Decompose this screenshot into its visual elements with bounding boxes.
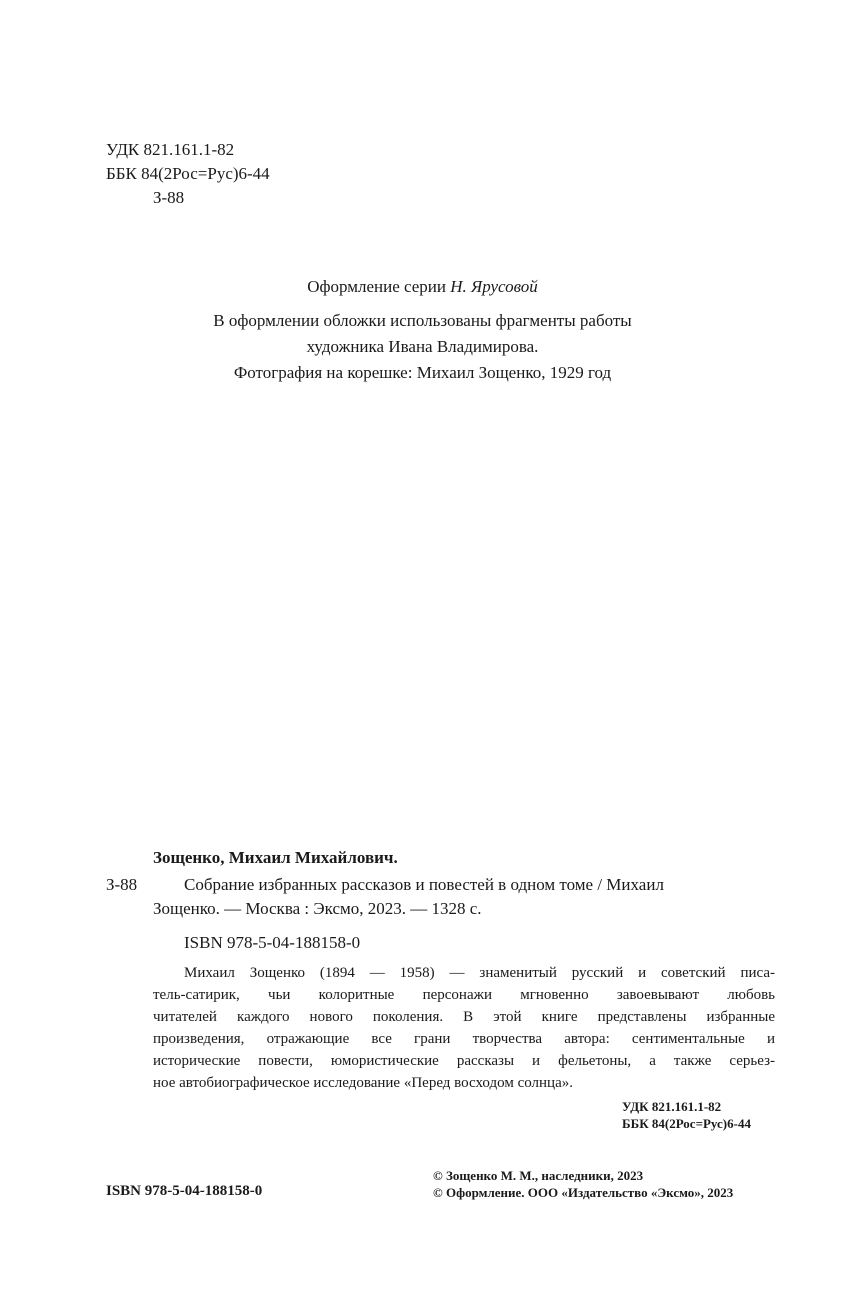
udk-code: УДК 821.161.1-82 [106, 140, 235, 159]
record-title-line-2: Зощенко. — Москва : Эксмо, 2023. — 1328 с. [153, 899, 482, 918]
footer-isbn: ISBN 978-5-04-188158-0 [106, 1183, 263, 1199]
copyright-heirs: © Зощенко М. М., наследники, 2023 [433, 1168, 644, 1183]
series-designer-name: Н. Ярусовой [450, 277, 538, 296]
annotation [153, 962, 775, 1094]
series-design-prefix: Оформление серии [307, 277, 451, 296]
record-bbk-code: ББК 84(2Рос=Рус)6-44 [622, 1116, 751, 1131]
record-isbn: ISBN 978-5-04-188158-0 [184, 933, 361, 952]
annotation-line: ное автобиографическое исследование «Перед восходом солнца». [153, 1075, 573, 1091]
annotation-line: читателей каждого нового поколения. В этой книге представлены избранные [153, 1009, 775, 1025]
cover-credit-line-2: художника Ивана Владимирова. [306, 337, 539, 356]
bbk-code: ББК 84(2Рос=Рус)6-44 [106, 164, 270, 183]
design-credits [0, 274, 845, 386]
record-title-line-1: Собрание избранных рассказов и повестей в одном томе / Михаил [184, 875, 664, 894]
record-udk-code: УДК 821.161.1-82 [622, 1099, 722, 1114]
author-mark: З-88 [153, 188, 185, 207]
annotation-line: Михаил Зощенко (1894 — 1958) — знаменитый русский и советский писа- [184, 965, 775, 981]
annotation-line: произведения, отражающие все грани творчества автора: сентиментальные и [153, 1031, 775, 1047]
series-design-credit [0, 274, 845, 300]
annotation-line: тель-сатирик, чьи колоритные персонажи мгновенно завоевывают любовь [153, 987, 775, 1003]
spine-photo-credit: Фотография на корешке: Михаил Зощенко, 1929 год [233, 363, 612, 382]
author-heading: Зощенко, Михаил Михайлович. [153, 848, 398, 867]
annotation-line: исторические повести, юмористические рассказы и фельетоны, а также серьез- [153, 1053, 775, 1069]
record-author-mark: З-88 [106, 875, 138, 894]
cover-credit-line-1: В оформлении обложки использованы фрагменты работы [213, 311, 632, 330]
copyright-design: © Оформление. ООО «Издательство «Эксмо», 2023 [433, 1185, 734, 1200]
